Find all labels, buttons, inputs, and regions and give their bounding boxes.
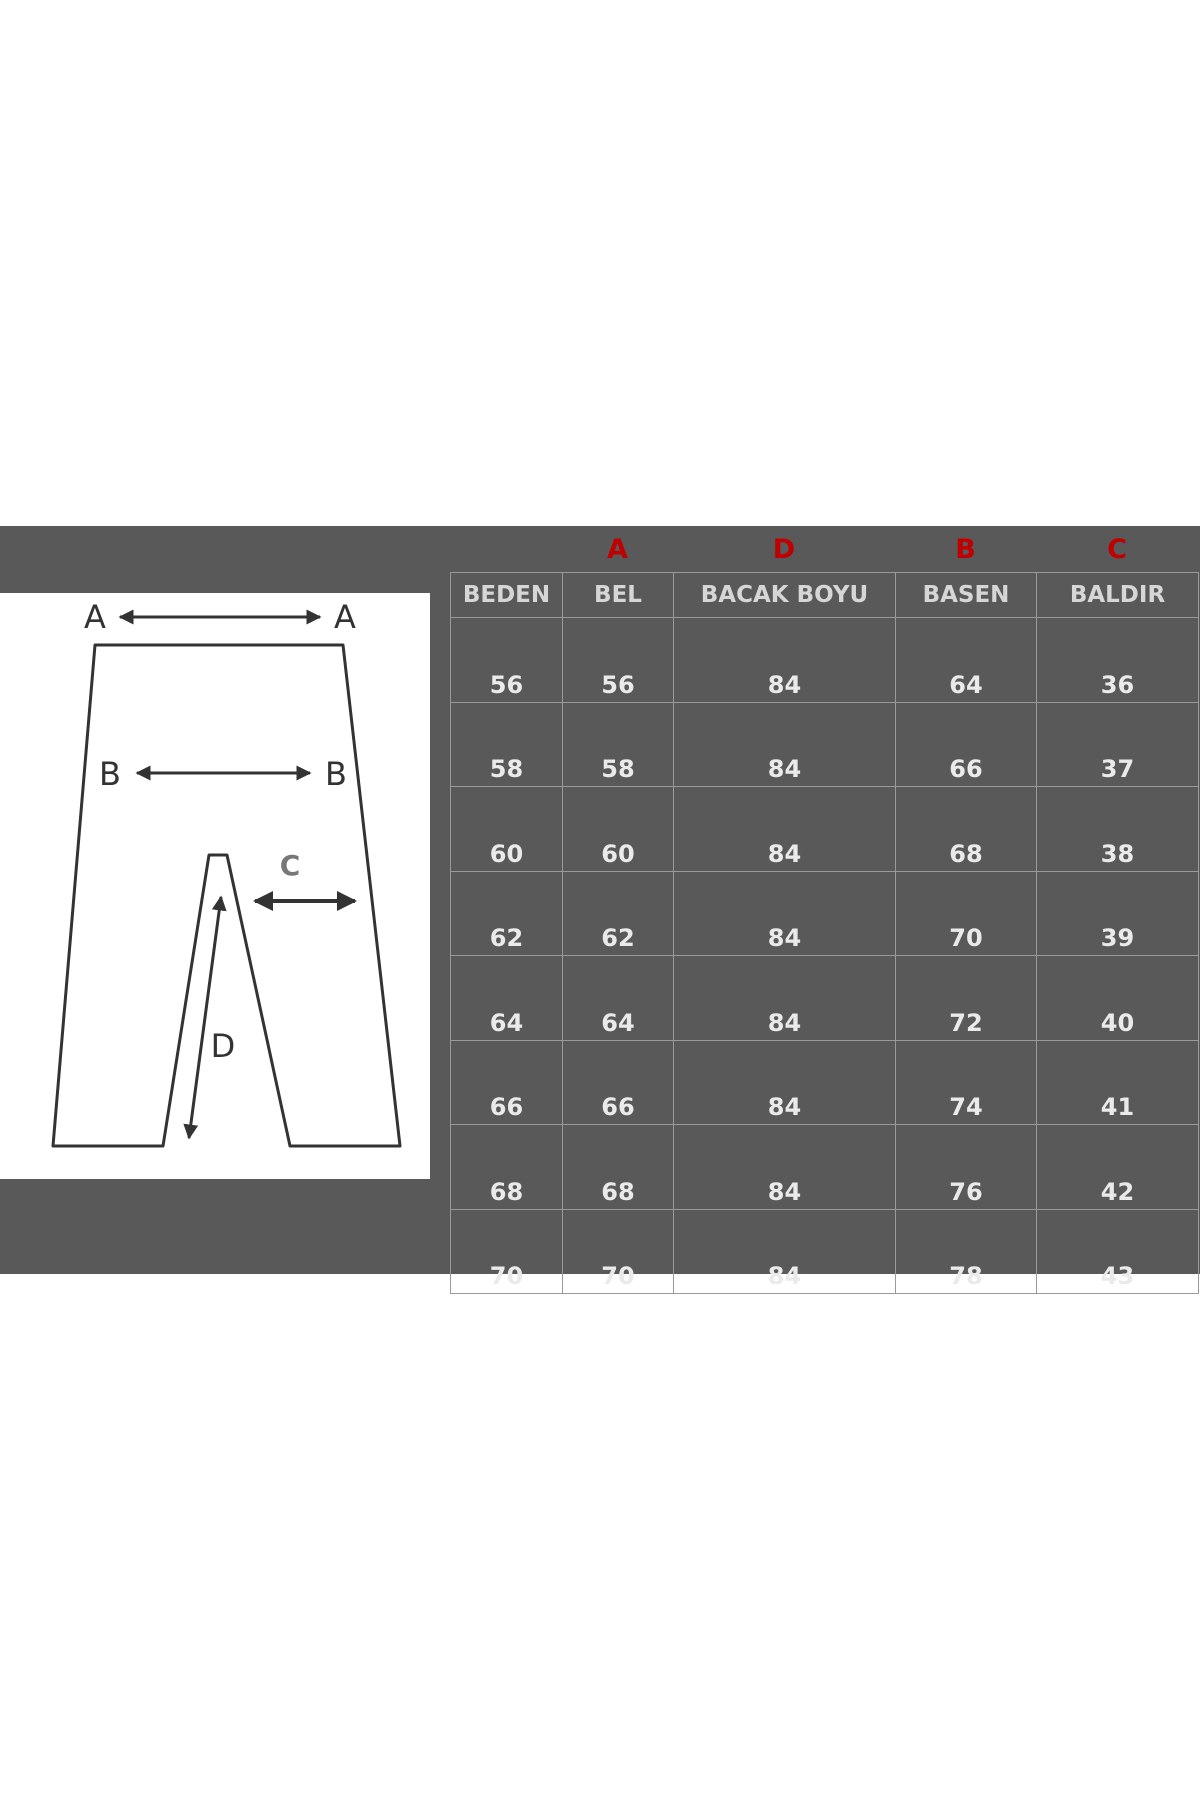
header-baldir: BALDIR: [1037, 573, 1199, 618]
letter-basen: B: [955, 534, 976, 565]
cell-baldir: 43: [1037, 1209, 1199, 1294]
cell-bel: 56: [563, 618, 674, 703]
leg-arrow: [189, 897, 221, 1138]
cell-bacak-boyu: 84: [674, 1040, 896, 1125]
cell-basen: 72: [896, 956, 1037, 1041]
cell-baldir: 39: [1037, 871, 1199, 956]
cell-beden: 70: [451, 1209, 563, 1294]
cell-bacak-boyu: 84: [674, 1125, 896, 1210]
table-row: [451, 1209, 1199, 1294]
cell-basen: 64: [896, 618, 1037, 703]
cell-bel: 64: [563, 956, 674, 1041]
cell-basen: 78: [896, 1209, 1037, 1294]
header-bacak-boyu: BACAK BOYU: [674, 573, 896, 618]
table-row: [451, 1040, 1199, 1125]
table-header-row: [451, 573, 1199, 618]
cell-baldir: 40: [1037, 956, 1199, 1041]
cell-baldir: 38: [1037, 787, 1199, 872]
cell-beden: 62: [451, 871, 563, 956]
cell-beden: 64: [451, 956, 563, 1041]
measurement-letter-row: [450, 526, 1200, 572]
table-row: [451, 1125, 1199, 1210]
cell-bacak-boyu: 84: [674, 956, 896, 1041]
cell-basen: 66: [896, 702, 1037, 787]
cell-bacak-boyu: 84: [674, 618, 896, 703]
table-row: [451, 871, 1199, 956]
table-row: [451, 702, 1199, 787]
trouser-outline: [53, 645, 400, 1146]
cell-bacak-boyu: 84: [674, 702, 896, 787]
hip-label-right: B: [325, 755, 347, 793]
table-row: [451, 618, 1199, 703]
cell-bel: 60: [563, 787, 674, 872]
table-row: [451, 787, 1199, 872]
cell-beden: 58: [451, 702, 563, 787]
cell-bel: 70: [563, 1209, 674, 1294]
cell-baldir: 36: [1037, 618, 1199, 703]
header-beden: BEDEN: [451, 573, 563, 618]
header-basen: BASEN: [896, 573, 1037, 618]
cell-baldir: 42: [1037, 1125, 1199, 1210]
cell-bel: 58: [563, 702, 674, 787]
size-table: [450, 572, 1199, 1294]
trouser-measurement-diagram: [0, 593, 430, 1179]
cell-bacak-boyu: 84: [674, 1209, 896, 1294]
cell-baldir: 41: [1037, 1040, 1199, 1125]
cell-bacak-boyu: 84: [674, 787, 896, 872]
cell-baldir: 37: [1037, 702, 1199, 787]
cell-beden: 56: [451, 618, 563, 703]
cell-beden: 68: [451, 1125, 563, 1210]
cell-basen: 74: [896, 1040, 1037, 1125]
cell-beden: 60: [451, 787, 563, 872]
calf-label: C: [279, 849, 301, 882]
cell-beden: 66: [451, 1040, 563, 1125]
cell-bel: 62: [563, 871, 674, 956]
letter-beden: [450, 526, 562, 572]
waist-label-left: A: [84, 598, 106, 636]
header-bel: BEL: [563, 573, 674, 618]
leg-label: D: [210, 1027, 236, 1065]
cell-bel: 68: [563, 1125, 674, 1210]
letter-bacak-boyu: D: [772, 534, 796, 565]
letter-baldir: C: [1107, 534, 1127, 565]
cell-basen: 70: [896, 871, 1037, 956]
cell-basen: 68: [896, 787, 1037, 872]
cell-basen: 76: [896, 1125, 1037, 1210]
table-row: [451, 956, 1199, 1041]
cell-bel: 66: [563, 1040, 674, 1125]
hip-label-left: B: [99, 755, 121, 793]
waist-label-right: A: [334, 598, 356, 636]
cell-bacak-boyu: 84: [674, 871, 896, 956]
letter-bel: A: [607, 534, 628, 565]
